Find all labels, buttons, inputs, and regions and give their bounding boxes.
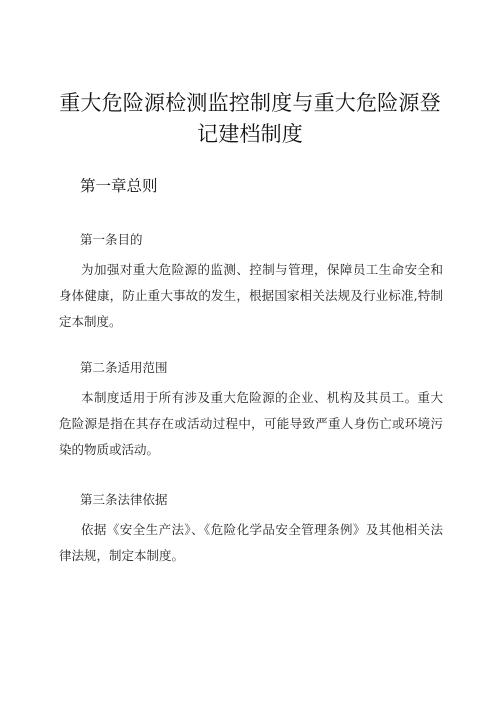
article-body: 本制度适用于所有涉及重大危险源的企业、机构及其员工。重大危险源是指在其存在或活动过程中，可能导致严重人身伤亡或环境污染的物质或活动。 xyxy=(59,390,443,457)
document-title xyxy=(55,88,445,150)
document-title-line-2: 记建档制度 xyxy=(197,122,303,146)
chapter-heading: 第一章总则 xyxy=(80,177,158,195)
article-legal-basis xyxy=(59,491,443,569)
article-purpose xyxy=(59,231,443,335)
article-heading: 第二条适用范围 xyxy=(80,360,168,375)
article-heading: 第一条目的 xyxy=(80,232,143,247)
article-body: 依据《安全生产法》、《危险化学品安全管理条例》及其他相关法律法规，制定本制度。 xyxy=(59,522,443,563)
article-heading: 第三条法律依据 xyxy=(80,492,168,507)
article-scope xyxy=(59,359,443,463)
article-body: 为加强对重大危险源的监测、控制与管理，保障员工生命安全和身体健康，防止重大事故的发生，根据国家相关法规及行业标准,特制定本制度。 xyxy=(59,262,443,329)
document-title-line-1: 重大危险源检测监控制度与重大危险源登 xyxy=(59,91,441,115)
